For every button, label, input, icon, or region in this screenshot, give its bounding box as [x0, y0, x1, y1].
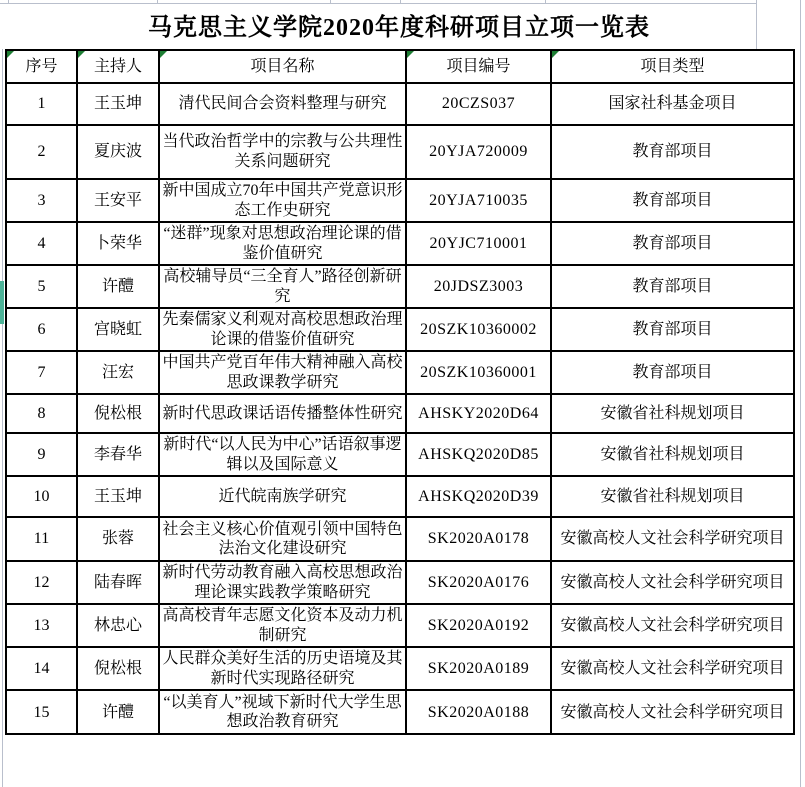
cell-code: 20SZK10360001 [406, 351, 551, 394]
cell-type: 安徽省社科规划项目 [551, 433, 794, 476]
cell-code: AHSKQ2020D85 [406, 433, 551, 476]
cell-pi: 许醴 [77, 690, 159, 734]
cell-code: 20JDSZ3003 [406, 265, 551, 308]
table-row [6, 179, 794, 222]
header-name [159, 50, 406, 83]
cell-pi: 王玉坤 [77, 83, 159, 125]
cell-type: 安徽省社科规划项目 [551, 394, 794, 433]
error-indicator-icon [160, 51, 167, 58]
gridline [800, 0, 801, 787]
cell-name: 社会主义核心价值观引领中国特色法治文化建设研究 [159, 517, 406, 561]
projects-table [5, 49, 795, 735]
error-indicator-icon [552, 51, 559, 58]
cell-code: SK2020A0192 [406, 604, 551, 647]
cell-no: 9 [6, 433, 77, 476]
cell-type: 国家社科基金项目 [551, 83, 794, 125]
cell-no: 7 [6, 351, 77, 394]
header-code-label: 项目编号 [446, 57, 511, 75]
table-row [6, 476, 794, 517]
cell-no: 8 [6, 394, 77, 433]
cell-pi: 王玉坤 [77, 476, 159, 517]
cell-code: SK2020A0176 [406, 561, 551, 604]
cell-no: 13 [6, 604, 77, 647]
header-row [6, 50, 794, 83]
cell-no: 15 [6, 690, 77, 734]
table-row [6, 351, 794, 394]
cell-pi: 夏庆波 [77, 125, 159, 179]
table-row [6, 690, 794, 734]
cell-name: 中国共产党百年伟大精神融入高校思政课教学研究 [159, 351, 406, 394]
header-code [406, 50, 551, 83]
header-pi [77, 50, 159, 83]
cell-code: SK2020A0178 [406, 517, 551, 561]
cell-name: 新时代“以人民为中心”话语叙事逻辑以及国际意义 [159, 433, 406, 476]
cell-no: 5 [6, 265, 77, 308]
cell-pi: 汪宏 [77, 351, 159, 394]
table-row [6, 265, 794, 308]
cell-code: SK2020A0188 [406, 690, 551, 734]
cell-pi: 林忠心 [77, 604, 159, 647]
cell-no: 1 [6, 83, 77, 125]
header-no [6, 50, 77, 83]
cell-name: 高高校青年志愿文化资本及动力机制研究 [159, 604, 406, 647]
cell-pi: 宫晓虹 [77, 308, 159, 351]
cell-code: 20YJC710001 [406, 222, 551, 265]
cell-name: 人民群众美好生活的历史语境及其新时代实现路径研究 [159, 647, 406, 690]
table-row [6, 394, 794, 433]
header-type-label: 项目类型 [640, 57, 705, 75]
cell-type: 教育部项目 [551, 179, 794, 222]
cell-pi: 卜荣华 [77, 222, 159, 265]
cell-no: 3 [6, 179, 77, 222]
table-row [6, 604, 794, 647]
table-row [6, 433, 794, 476]
error-indicator-icon [78, 51, 85, 58]
cell-no: 2 [6, 125, 77, 179]
cell-type: 安徽高校人文社会科学研究项目 [551, 517, 794, 561]
cell-type: 教育部项目 [551, 222, 794, 265]
cell-name: 新中国成立70年中国共产党意识形态工作史研究 [159, 179, 406, 222]
cell-type: 安徽高校人文社会科学研究项目 [551, 604, 794, 647]
cell-name: 新时代劳动教育融入高校思想政治理论课实践教学策略研究 [159, 561, 406, 604]
cell-name: 先秦儒家义利观对高校思想政治理论课的借鉴价值研究 [159, 308, 406, 351]
gridline [2, 49, 3, 787]
error-indicator-icon [407, 51, 414, 58]
cell-type: 安徽高校人文社会科学研究项目 [551, 647, 794, 690]
cell-no: 10 [6, 476, 77, 517]
cell-name: 清代民间合会资料整理与研究 [159, 83, 406, 125]
cell-type: 安徽省社科规划项目 [551, 476, 794, 517]
cell-no: 11 [6, 517, 77, 561]
cell-type: 教育部项目 [551, 308, 794, 351]
cell-no: 12 [6, 561, 77, 604]
cell-name: “迷群”现象对思想政治理论课的借鉴价值研究 [159, 222, 406, 265]
page-title: 马克思主义学院2020年度科研项目立项一览表 [148, 15, 650, 41]
cell-pi: 张蓉 [77, 517, 159, 561]
cell-type: 安徽高校人文社会科学研究项目 [551, 690, 794, 734]
cell-name: “以美育人”视域下新时代大学生思想政治教育研究 [159, 690, 406, 734]
table-row [6, 83, 794, 125]
cell-pi: 倪松根 [77, 394, 159, 433]
row-selection-bar [0, 281, 4, 324]
cell-name: 近代皖南族学研究 [159, 476, 406, 517]
table-row [6, 308, 794, 351]
cell-type: 教育部项目 [551, 125, 794, 179]
header-no-label: 序号 [25, 57, 58, 75]
cell-code: AHSKY2020D64 [406, 394, 551, 433]
cell-code: AHSKQ2020D39 [406, 476, 551, 517]
cell-name: 当代政治哲学中的宗教与公共理性关系问题研究 [159, 125, 406, 179]
cell-type: 安徽高校人文社会科学研究项目 [551, 561, 794, 604]
error-indicator-icon [7, 51, 14, 58]
cell-pi: 倪松根 [77, 647, 159, 690]
cell-type: 教育部项目 [551, 265, 794, 308]
cell-pi: 李春华 [77, 433, 159, 476]
cell-pi: 王安平 [77, 179, 159, 222]
header-name-label: 项目名称 [250, 57, 315, 75]
cell-no: 4 [6, 222, 77, 265]
cell-no: 14 [6, 647, 77, 690]
cell-code: 20CZS037 [406, 83, 551, 125]
cell-name: 新时代思政课话语传播整体性研究 [159, 394, 406, 433]
cell-pi: 许醴 [77, 265, 159, 308]
table-row [6, 222, 794, 265]
header-type [551, 50, 794, 83]
header-pi-label: 主持人 [93, 57, 142, 75]
cell-code: 20SZK10360002 [406, 308, 551, 351]
table-row [6, 125, 794, 179]
table-row [6, 561, 794, 604]
cell-pi: 陆春晖 [77, 561, 159, 604]
cell-code: SK2020A0189 [406, 647, 551, 690]
cell-no: 6 [6, 308, 77, 351]
table-row [6, 517, 794, 561]
table-row [6, 647, 794, 690]
cell-type: 教育部项目 [551, 351, 794, 394]
cell-name: 高校辅导员“三全育人”路径创新研究 [159, 265, 406, 308]
cell-code: 20YJA710035 [406, 179, 551, 222]
cell-code: 20YJA720009 [406, 125, 551, 179]
